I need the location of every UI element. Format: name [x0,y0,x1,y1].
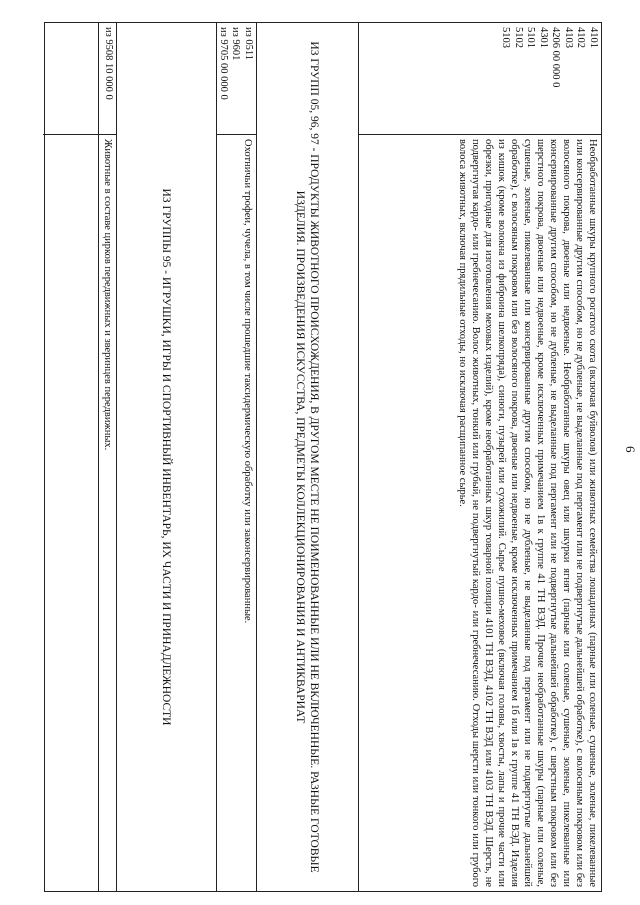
code: из 9601 [230,27,242,61]
code: 5102 [513,27,524,48]
goods-table [44,22,602,892]
codes-cell [217,23,256,135]
codes-cell [99,23,116,135]
section-heading-95 [116,23,216,891]
description-cell: Охотничьи трофеи, чучела, в том числе прошедшие таксидермическую обработку или законсервированные. [242,139,253,624]
code: 5103 [500,27,512,48]
table-row-empty [43,23,98,891]
codes-cell [43,23,98,135]
code: из 0511 [243,27,254,61]
description-cell [43,135,98,891]
table-row-trophies [216,23,256,891]
codes-cell [359,23,601,135]
section-heading-text: ИЗ ГРУПП 05, 96, 97 - ПРОДУКТЫ ЖИВОТНОГО ПРОИСХОЖДЕНИЯ, В ДРУГОМ МЕСТЕ НЕ ПОИМЕНОВАННЫЕ ИЛИ НЕ ВКЛЮЧЕННЫЕ. РАЗНЫЕ ГОТОВЫЕ ИЗДЕЛИЯ. ПРОИЗВЕДЕНИЯ ИСКУССТВА, ПРЕДМЕТЫ КОЛЛЕКЦИОНИРОВАНИЯ И АНТИКВАРИАТ [294,41,321,873]
code: из 9705 00 000 0 [218,27,229,100]
description-cell: Животные в составе цирков передвижных и зверинцев передвижных. [102,139,113,451]
page-number: 6 [623,446,638,453]
table-row-hides [358,23,601,891]
code: 4301 [538,27,549,48]
description-cell: Необработанные шкуры крупного рогатого скота (включая буйволов) или животных семейства лошадиных (парные или соленые, сушеные, золеные, пикелеванные или консервированные другим способом, но не дубленые, не выделанные под пергамент или не подвергнутые дальнейшей обработке), с волосяным покровом или без волосяного покрова, двоеные или недвоеные. Необработанные шкуры овец или шкурки ягнят (парные или соленые, сушеные, золеные, пикелеванные или консервированные другим способом, но не дубленые, не выделанные под пергамент или не подвергнутые дальнейшей обработке), с шерстным покровом или без шерстного покрова, двоеные или недвоеные, кроме исключенных примечанием 1в к группе 41 ТН ВЭД. Прочие необработанные шкуры (парные или соленые, сушеные, золеные, пикелеванные или консервированные другим способом, но не дубленые, не выделанные под пергамент или не подвергнутые дальнейшей обработке), с волосяным покровом или без волосяного покрова, двоеные или недвоеные, кроме исключенных примечанием 1б или 1в к группе 41 ТН ВЭД. Изделия из кишок (кроме волокна из фиброина шелкопряда), синюги, пузырей или сухожилий. Сырье пушно-меховое (включая головы, хвосты, лапы и прочие части или обрезки, пригодные для изготовления меховых изделий), кроме необработанных шкур товарной позиции 4101 ТН ВЭД, 4102 ТН ВЭД или 4103 ТН ВЭД. Шерсть, не подвергнутая кардо- или гребнечесанию. Волос животных, тонкий или грубый, не подвергнутый кардо- или гребнечесанию. Отходы шерсти или тонкого или грубого волоса животных, включая прядильные отходы, но исключая расщипанное сырье. [457,139,598,887]
code: 5101 [525,27,537,48]
code: 4206 00 000 0 [550,27,562,88]
table-row-circus [98,23,116,891]
code: 4102 [575,27,587,48]
code: 4103 [563,27,574,48]
code: 4101 [588,27,599,48]
code: из 9508 10 000 0 [103,27,114,100]
section-heading-05-96-97 [256,23,358,891]
section-heading-text: ИЗ ГРУППЫ 95 - ИГРУШКИ, ИГРЫ И СПОРТИВНЫЙ ИНВЕНТАРЬ, ИХ ЧАСТИ И ПРИНАДЛЕЖНОСТИ [160,188,173,726]
